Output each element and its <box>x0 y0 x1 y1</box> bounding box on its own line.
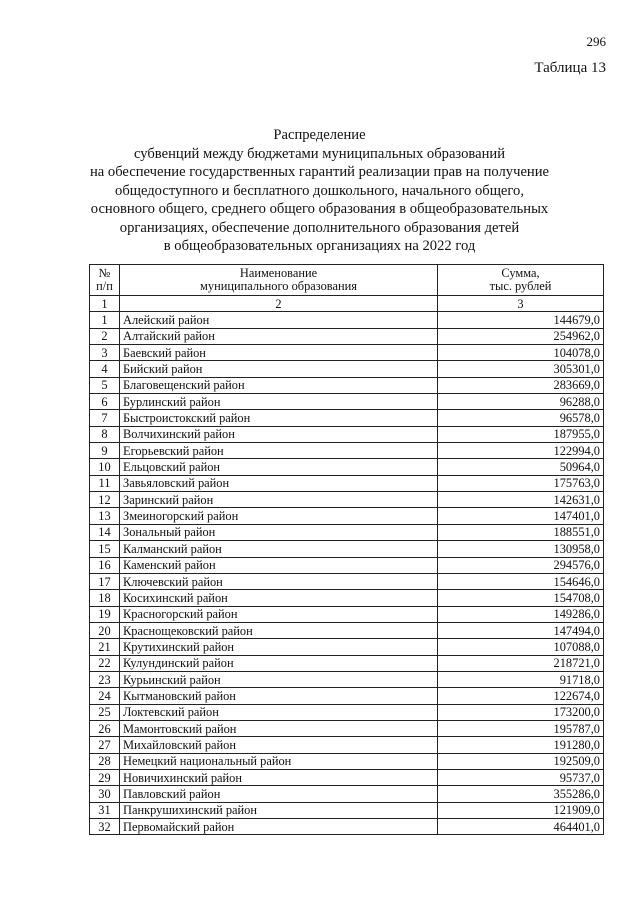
municipality-name: Кытмановский район <box>120 688 438 704</box>
municipality-name: Каменский район <box>120 557 438 573</box>
table-row <box>90 377 604 393</box>
table-row <box>90 443 604 459</box>
row-number: 26 <box>90 720 120 736</box>
distribution-table <box>89 264 604 835</box>
municipality-name: Кулундинский район <box>120 655 438 671</box>
row-number: 22 <box>90 655 120 671</box>
municipality-name: Заринский район <box>120 492 438 508</box>
table-row <box>90 606 604 622</box>
row-number: 8 <box>90 426 120 442</box>
row-number: 13 <box>90 508 120 524</box>
table-row <box>90 475 604 491</box>
title-line: общедоступного и бесплатного дошкольного, начального общего, <box>115 182 524 199</box>
table-row <box>90 459 604 475</box>
municipality-name: Калманский район <box>120 541 438 557</box>
table-row <box>90 573 604 589</box>
row-number: 29 <box>90 769 120 785</box>
table-row <box>90 622 604 638</box>
row-number: 28 <box>90 753 120 769</box>
table-row <box>90 720 604 736</box>
row-number: 4 <box>90 361 120 377</box>
column-index: 1 <box>90 296 120 312</box>
title-line: Распределение <box>273 127 366 143</box>
table-row <box>90 508 604 524</box>
column-index: 3 <box>438 296 604 312</box>
municipality-name: Первомайский район <box>120 819 438 835</box>
table-row <box>90 361 604 377</box>
amount: 142631,0 <box>438 492 604 508</box>
title-line: на обеспечение государственных гарантий реализации прав на получение <box>89 164 550 180</box>
row-number: 3 <box>90 345 120 361</box>
amount: 95737,0 <box>438 769 604 785</box>
amount: 144679,0 <box>438 312 604 328</box>
row-number: 23 <box>90 671 120 687</box>
amount: 91718,0 <box>438 671 604 687</box>
row-number: 25 <box>90 704 120 720</box>
amount: 147494,0 <box>438 622 604 638</box>
amount: 191280,0 <box>438 737 604 753</box>
table-row <box>90 492 604 508</box>
title-line: в общеобразовательных организациях на 2022 год <box>163 238 476 254</box>
row-number: 20 <box>90 622 120 638</box>
row-number: 24 <box>90 688 120 704</box>
amount: 154708,0 <box>438 590 604 606</box>
row-number: 31 <box>90 802 120 818</box>
table-row <box>90 688 604 704</box>
document-title <box>0 126 639 256</box>
amount: 96578,0 <box>438 410 604 426</box>
row-number: 10 <box>90 459 120 475</box>
row-number: 14 <box>90 524 120 540</box>
amount: 195787,0 <box>438 720 604 736</box>
table-row <box>90 704 604 720</box>
municipality-name: Бийский район <box>120 361 438 377</box>
amount: 305301,0 <box>438 361 604 377</box>
row-number: 30 <box>90 786 120 802</box>
row-number: 12 <box>90 492 120 508</box>
municipality-name: Немецкий национальный район <box>120 753 438 769</box>
row-number: 27 <box>90 737 120 753</box>
municipality-name: Михайловский район <box>120 737 438 753</box>
table-row <box>90 786 604 802</box>
table-row <box>90 769 604 785</box>
municipality-name: Быстроистокский район <box>120 410 438 426</box>
row-number: 9 <box>90 443 120 459</box>
amount: 192509,0 <box>438 753 604 769</box>
row-number: 32 <box>90 819 120 835</box>
row-number: 2 <box>90 328 120 344</box>
table-row <box>90 639 604 655</box>
column-index-row <box>90 296 604 312</box>
amount: 175763,0 <box>438 475 604 491</box>
municipality-name: Волчихинский район <box>120 426 438 442</box>
header-name-line: Наименование <box>239 266 318 280</box>
table-caption: Таблица 13 <box>534 60 606 76</box>
table-header-row <box>90 265 604 296</box>
row-number: 17 <box>90 573 120 589</box>
amount: 464401,0 <box>438 819 604 835</box>
amount: 149286,0 <box>438 606 604 622</box>
row-number: 18 <box>90 590 120 606</box>
table-row <box>90 410 604 426</box>
municipality-name: Алейский район <box>120 312 438 328</box>
row-number: 1 <box>90 312 120 328</box>
amount: 107088,0 <box>438 639 604 655</box>
amount: 173200,0 <box>438 704 604 720</box>
amount: 254962,0 <box>438 328 604 344</box>
row-number: 19 <box>90 606 120 622</box>
row-number: 15 <box>90 541 120 557</box>
amount: 187955,0 <box>438 426 604 442</box>
municipality-name: Алтайский район <box>120 328 438 344</box>
amount: 283669,0 <box>438 377 604 393</box>
column-index: 2 <box>120 296 438 312</box>
header-sum-line: Сумма, <box>501 266 540 280</box>
row-number: 6 <box>90 394 120 410</box>
table-row <box>90 345 604 361</box>
header-num-line: № <box>98 266 111 280</box>
municipality-name: Мамонтовский район <box>120 720 438 736</box>
municipality-name: Баевский район <box>120 345 438 361</box>
municipality-name: Ключевский район <box>120 573 438 589</box>
municipality-name: Змеиногорский район <box>120 508 438 524</box>
municipality-name: Панкрушихинский район <box>120 802 438 818</box>
municipality-name: Завьяловский район <box>120 475 438 491</box>
table-row <box>90 426 604 442</box>
amount: 130958,0 <box>438 541 604 557</box>
row-number: 7 <box>90 410 120 426</box>
table-row <box>90 590 604 606</box>
amount: 294576,0 <box>438 557 604 573</box>
row-number: 5 <box>90 377 120 393</box>
header-num-line: п/п <box>96 279 113 293</box>
municipality-name: Бурлинский район <box>120 394 438 410</box>
amount: 218721,0 <box>438 655 604 671</box>
title-line: основного общего, среднего общего образования в общеобразовательных <box>90 201 549 217</box>
row-number: 11 <box>90 475 120 491</box>
municipality-name: Зональный район <box>120 524 438 540</box>
municipality-name: Курьинский район <box>120 671 438 687</box>
municipality-name: Локтевский район <box>120 704 438 720</box>
title-line: организациях, обеспечение дополнительного образования детей <box>119 219 520 236</box>
municipality-name: Ельцовский район <box>120 459 438 475</box>
amount: 122994,0 <box>438 443 604 459</box>
municipality-name: Крутихинский район <box>120 639 438 655</box>
amount: 122674,0 <box>438 688 604 704</box>
table-body <box>90 312 604 835</box>
municipality-name: Красногорский район <box>120 606 438 622</box>
table-row <box>90 655 604 671</box>
row-number: 21 <box>90 639 120 655</box>
amount: 188551,0 <box>438 524 604 540</box>
table-row <box>90 802 604 818</box>
row-number: 16 <box>90 557 120 573</box>
table-row <box>90 737 604 753</box>
table-row <box>90 328 604 344</box>
table-row <box>90 819 604 835</box>
page-number: 296 <box>586 34 606 49</box>
amount: 104078,0 <box>438 345 604 361</box>
header-name-line: муниципального образования <box>200 279 357 293</box>
table-row <box>90 541 604 557</box>
header-sum <box>438 265 604 296</box>
amount: 50964,0 <box>438 459 604 475</box>
amount: 147401,0 <box>438 508 604 524</box>
table-row <box>90 671 604 687</box>
amount: 121909,0 <box>438 802 604 818</box>
municipality-name: Благовещенский район <box>120 377 438 393</box>
table-row <box>90 524 604 540</box>
header-sum-line: тыс. рублей <box>489 279 552 293</box>
amount: 355286,0 <box>438 786 604 802</box>
header-num <box>90 265 120 296</box>
table-row <box>90 312 604 328</box>
amount: 96288,0 <box>438 394 604 410</box>
amount: 154646,0 <box>438 573 604 589</box>
table-row <box>90 394 604 410</box>
municipality-name: Егорьевский район <box>120 443 438 459</box>
municipality-name: Косихинский район <box>120 590 438 606</box>
table-row <box>90 557 604 573</box>
municipality-name: Павловский район <box>120 786 438 802</box>
municipality-name: Краснощековский район <box>120 622 438 638</box>
title-line: субвенций между бюджетами муниципальных образований <box>133 145 506 162</box>
table-row <box>90 753 604 769</box>
header-name <box>120 265 438 296</box>
municipality-name: Новичихинский район <box>120 769 438 785</box>
